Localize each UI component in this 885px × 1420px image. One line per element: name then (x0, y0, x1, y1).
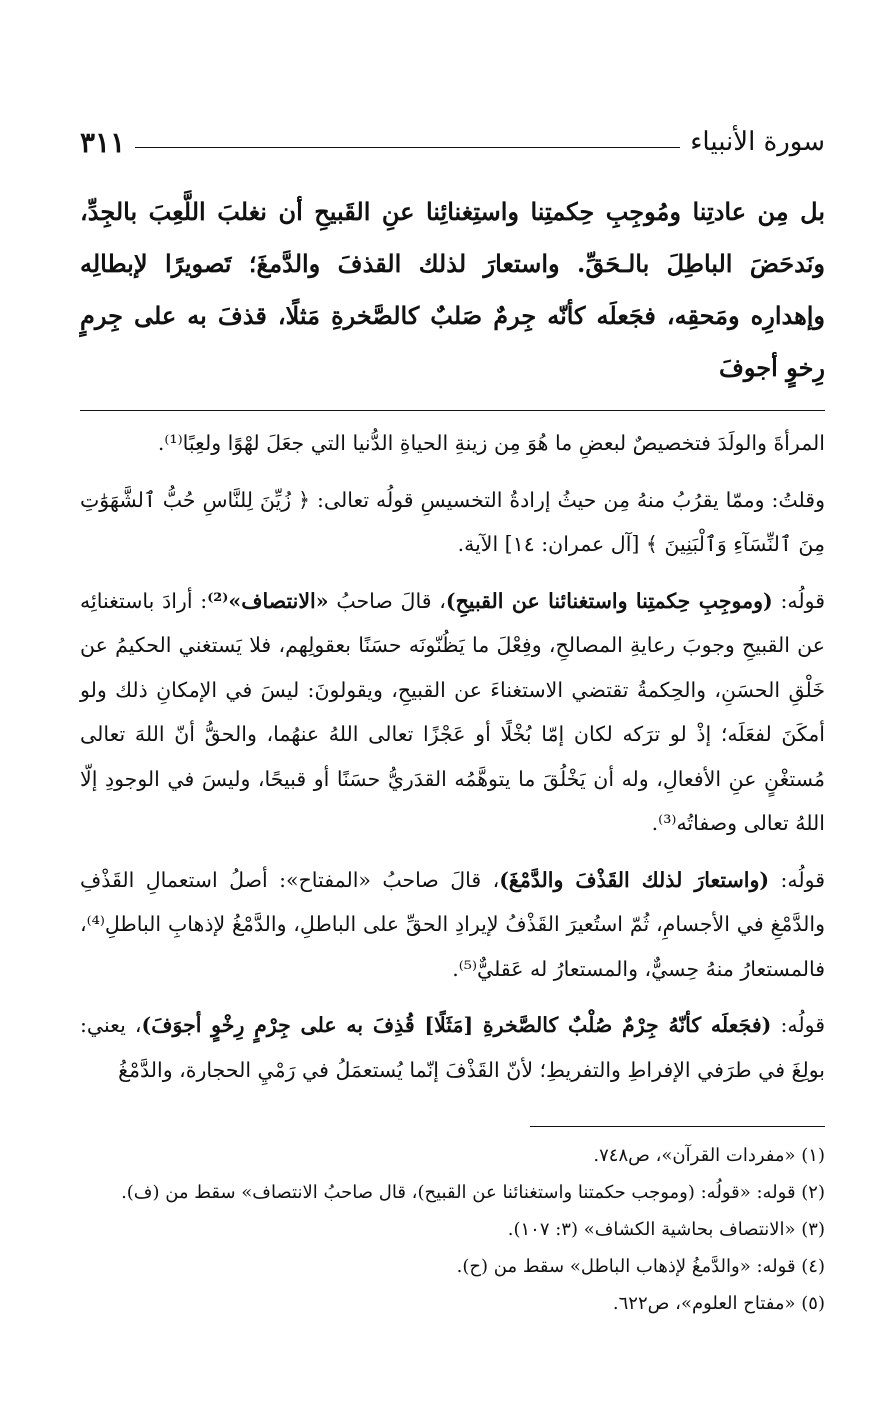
footnote-divider (530, 1126, 825, 1127)
commentary (80, 421, 825, 1092)
commentary-paragraph-4 (80, 858, 825, 992)
footnote-4: (٤) قوله: «والدَّمغُ لإذهاب الباطل» سقط من (ح). (456, 1256, 825, 1277)
surah-title: سورة الأنبياء (690, 127, 825, 157)
footnote-3: (٣) «الانتصاف بحاشية الكشاف» (٣: ١٠٧). (507, 1219, 825, 1240)
lemma-quote: (فجَعلَه كأنّهُ جِرْمٌ صُلْبٌ كالصَّخرةِ [مَثَلًا] قُذِفَ به على جِرْمٍ رِخْوٍ أجوَفَ) (141, 1013, 772, 1037)
book-page (80, 120, 825, 1322)
section-divider (80, 410, 825, 411)
running-header (80, 120, 825, 164)
header-rule (135, 147, 680, 148)
footnote-5: (٥) «مفتاح العلوم»، ص٦٢٢. (612, 1293, 825, 1314)
commentary-text: ، قالَ صاحبُ (328, 588, 446, 613)
footnote-2: (٢) قوله: «قولُه: (وموجب حكمتنا واستغنائنا عن القبيح)، قال صاحبُ الانتصاف» سقط من (ف). (121, 1182, 825, 1203)
footnotes (80, 1137, 825, 1322)
commentary-paragraph-5 (80, 1003, 825, 1092)
lemma-intro: قولُه: (771, 1013, 825, 1037)
main-text: بل مِن عادتِنا ومُوجِبِ حِكمتِنا واستِغنائِنا عنِ القَبيحِ أن نغلبَ اللَّعِبَ بالجِدِّ، ونَدحَضَ الباطِلَ بالـحَقِّ. واستعارَ لذلك القذفَ والدَّمغَ؛ تَصويرًا لإبطالِه وإهدارِه ومَحقِه، فجَعلَه كأنّه جِرمٌ صَلبٌ كالصَّخرةِ مَثلًا، قذفَ به على جِرمٍ رِخوٍ أجوفَ (80, 197, 825, 382)
commentary-text: : أرادَ باستغنائِه عن القبيحِ وجوبَ رعايةِ المصالحِ، وفِعْلَ ما يَظُنّونَه حسَنًا بعقولِهم، فلا يَستغني الحكيمُ عن خَلْقِ الحسَنِ، والحِكمةُ تقتضي الاستغناءَ عن القبيحِ، ويقولونَ: ليسَ في الإمكانِ ذلك ولو أمكَنَ لفعَلَه؛ إذْ لو ترَكه لكان إمّا بُخْلًا أو عَجْزًا تعالى اللهُ عنهُما، والحقُّ أنّ اللهَ تعالى مُستغْنٍ عنِ الأفعالِ، وله أن يَخْلُقَ ما يتوهَّمُه القدَريُّ حسَنًا أو قبيحًا، وليسَ في الوجودِ إلّا اللهُ تعالى وصفاتُه⁽³⁾. (80, 588, 825, 835)
commentary-text: ، قالَ صاحبُ «المفتاح»: أصلُ استعمالِ القَذْفِ والدَّمْغِ في الأجسامِ، ثُمّ استُعيرَ القَذْفُ لإيرادِ الحقِّ على الباطلِ، والدَّمْغُ لإذهابِ الباطلِ⁽⁴⁾، فالمستعارُ منهُ حِسيٌّ، والمستعارُ له عَقليٌّ⁽⁵⁾. (80, 867, 825, 981)
source-title: «الانتصاف»⁽²⁾ (207, 588, 329, 613)
lemma-intro: قولُه: (769, 867, 825, 892)
lemma-intro: قولُه: (772, 588, 825, 613)
lemma-quote: (واستعارَ لذلك القَذْفَ والدَّمْغَ) (499, 867, 770, 892)
lemma-quote: (وموجِبِ حِكمتِنا واستغنائنا عن القبيحِ) (445, 588, 773, 613)
commentary-paragraph-1: المرأةَ والولَدَ فتخصيصٌ لبعضِ ما هُوَ مِن زينةِ الحياةِ الدُّنيا التي جعَلَ لهْوًا ولعِبًا⁽¹⁾. (157, 431, 825, 455)
commentary-paragraph-2: وقلتُ: وممّا يقرُبُ منهُ مِن حيثُ إرادةُ التخسيسِ قولُه تعالى: ﴿ زُيِّنَ لِلنَّاسِ حُبُّ ٱلشَّهَوَٰتِ مِنَ ٱلنِّسَآءِ وَٱلْبَنِينَ ﴾ [آل عمران: ١٤] الآية. (80, 487, 825, 556)
commentary-paragraph-3 (80, 579, 825, 846)
footnote-1: (١) «مفردات القرآن»، ص٧٤٨. (593, 1145, 825, 1166)
commentary-text: ، يعني: بولِغَ في طرَفي الإفراطِ والتفريطِ؛ لأنّ القَذْفَ إنّما يُستعمَلُ في رَمْيِ الحجارة، والدَّمْغُ (80, 1013, 825, 1082)
page-number: ٣١١ (80, 125, 126, 159)
